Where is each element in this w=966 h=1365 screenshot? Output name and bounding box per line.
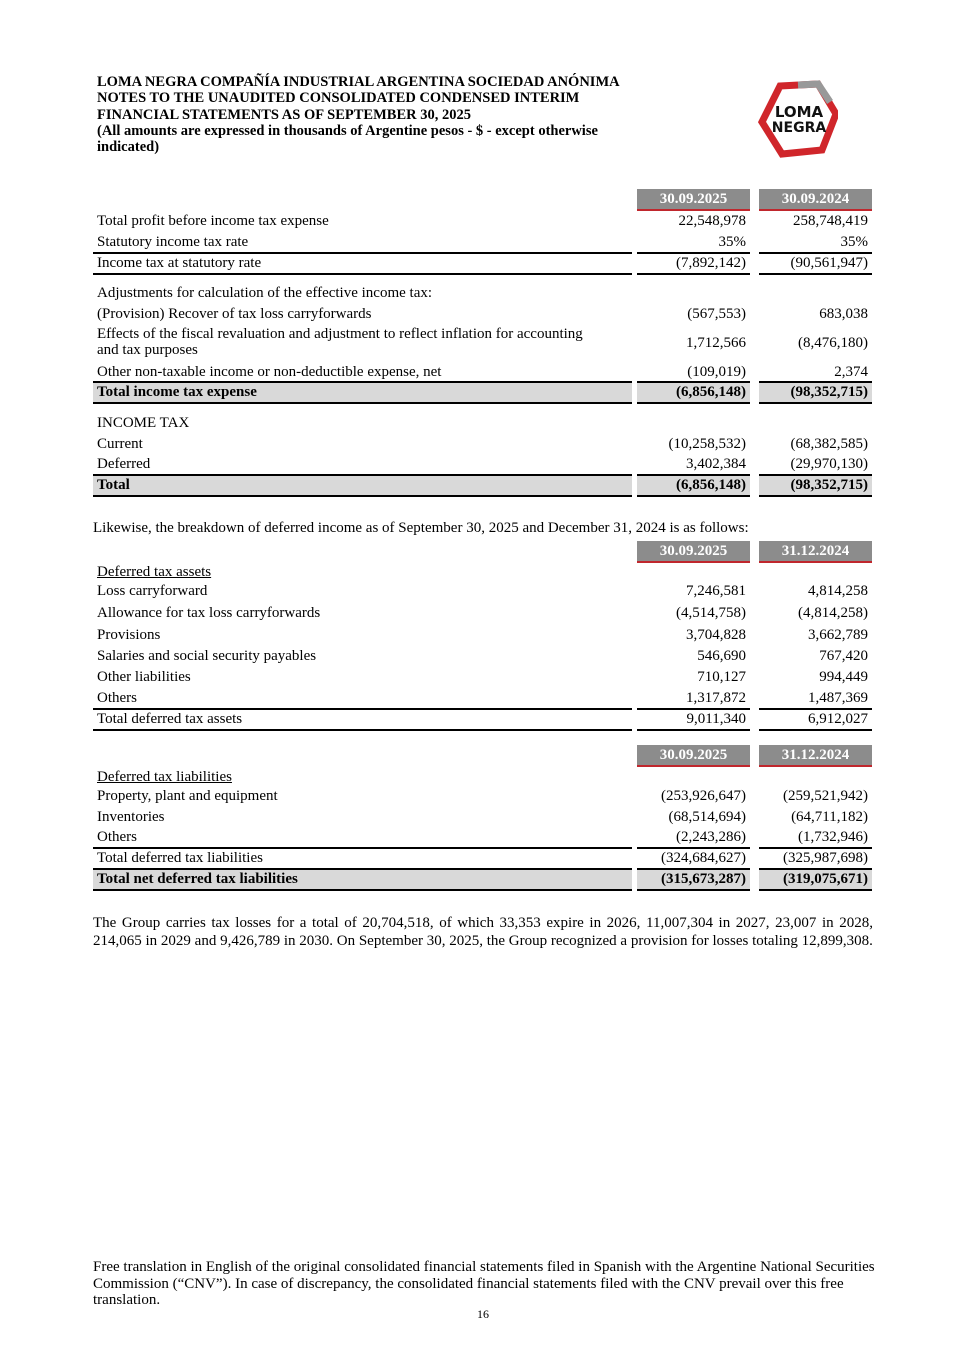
row-label: Property, plant and equipment <box>97 788 278 804</box>
value-text: 3,402,384 <box>686 456 746 472</box>
table-row <box>93 434 873 454</box>
row-value-prior <box>759 211 872 231</box>
row-value-current <box>637 827 750 847</box>
row-label: Total <box>97 477 130 493</box>
row-value-prior <box>759 848 872 868</box>
table-row <box>93 454 873 474</box>
table-row <box>93 827 873 847</box>
row-value-current <box>637 581 750 601</box>
row-label: Allowance for tax loss carryforwards <box>97 605 321 621</box>
value-text: (8,476,180) <box>798 335 868 351</box>
svg-text:NEGRA: NEGRA <box>771 120 827 136</box>
document-header <box>97 74 717 155</box>
rule-line <box>637 868 750 870</box>
row-value-current <box>637 413 750 433</box>
svg-text:LOMA: LOMA <box>774 103 824 121</box>
row-value-prior <box>759 362 872 382</box>
rule-line <box>637 273 750 275</box>
row-label: Total income tax expense <box>97 384 257 400</box>
row-value-current <box>637 869 750 889</box>
row-value-prior <box>759 283 872 303</box>
value-text: (7,892,142) <box>676 255 746 271</box>
row-label: Total profit before income tax expense <box>97 213 329 229</box>
row-value-current <box>637 667 750 687</box>
row-value-current <box>637 253 750 273</box>
header-line: LOMA NEGRA COMPAÑÍA INDUSTRIAL ARGENTINA SOCIEDAD ANÓNIMA <box>97 74 620 90</box>
row-label: Statutory income tax rate <box>97 234 249 250</box>
value-text: (68,514,694) <box>668 809 746 825</box>
table-row <box>93 211 873 231</box>
value-text <box>746 769 750 785</box>
row-value-prior <box>759 333 872 353</box>
row-value-prior <box>759 786 872 806</box>
rule-line <box>759 252 872 254</box>
row-value-prior <box>759 709 872 729</box>
value-text: (10,258,532) <box>668 436 746 452</box>
rule-line <box>637 847 750 849</box>
value-text: 683,038 <box>819 306 868 322</box>
row-value-current <box>637 807 750 827</box>
row-label: Deferred tax liabilities <box>97 769 232 785</box>
rule-line <box>759 495 872 497</box>
value-text: (319,075,671) <box>783 871 868 887</box>
row-label: Provisions <box>97 627 161 643</box>
header-line: (All amounts are expressed in thousands of Argentine pesos - $ - except otherwise <box>97 122 598 139</box>
value-text: 3,662,789 <box>808 627 868 643</box>
table-row <box>93 232 873 252</box>
value-text: 994,449 <box>819 669 868 685</box>
value-text: (325,987,698) <box>783 850 868 866</box>
rule-line <box>93 847 632 849</box>
row-value-prior <box>759 413 872 433</box>
value-text: (98,352,715) <box>790 384 868 400</box>
table-row <box>93 807 873 827</box>
value-text: 258,748,419 <box>793 213 868 229</box>
rule-line <box>93 474 632 476</box>
row-value-prior <box>759 562 872 582</box>
value-text: (68,382,585) <box>790 436 868 452</box>
row-value-current <box>637 333 750 353</box>
row-value-prior <box>759 667 872 687</box>
value-text: 4,814,258 <box>808 583 868 599</box>
rule-line <box>93 402 632 404</box>
rule-line <box>637 381 750 383</box>
value-text: 1,317,872 <box>686 690 746 706</box>
value-text: 35% <box>840 234 868 250</box>
row-label: Salaries and social security payables <box>97 648 317 664</box>
table-row <box>93 413 873 433</box>
row-value-prior <box>759 475 872 495</box>
rule-line <box>93 889 632 891</box>
row-label-line: and tax purposes <box>97 342 198 358</box>
row-value-current <box>637 475 750 495</box>
table-row <box>93 709 873 729</box>
table-row <box>93 304 873 324</box>
rule-line <box>759 381 872 383</box>
row-value-prior <box>759 646 872 666</box>
row-label: Loss carryforward <box>97 583 208 599</box>
column-header: 31.12.2024 <box>759 745 872 767</box>
value-text: 9,011,340 <box>686 711 746 727</box>
value-text: 546,690 <box>697 648 746 664</box>
value-text: 1,712,566 <box>686 335 746 351</box>
table-row <box>93 603 873 623</box>
value-text: (6,856,148) <box>676 384 746 400</box>
value-text: (109,019) <box>687 364 746 380</box>
value-text: (29,970,130) <box>790 456 868 472</box>
table-row <box>93 869 873 889</box>
loma-negra-logo <box>758 80 838 158</box>
header-line: NOTES TO THE UNAUDITED CONSOLIDATED CONDENSED INTERIM <box>97 90 580 107</box>
rule-line <box>637 729 750 731</box>
table-row <box>93 625 873 645</box>
table-row <box>93 767 873 787</box>
value-text: 3,704,828 <box>686 627 746 643</box>
value-text <box>868 769 872 785</box>
rule-line <box>93 729 632 731</box>
row-value-current <box>637 767 750 787</box>
rule-line <box>637 708 750 710</box>
row-value-current <box>637 382 750 402</box>
row-value-prior <box>759 869 872 889</box>
row-value-current <box>637 434 750 454</box>
row-value-prior <box>759 625 872 645</box>
table-row <box>93 382 873 402</box>
column-header: 30.09.2025 <box>637 745 750 767</box>
rule-line <box>637 252 750 254</box>
value-text: (315,673,287) <box>661 871 746 887</box>
table-row <box>93 667 873 687</box>
rule-line <box>93 708 632 710</box>
column-header: 30.09.2025 <box>637 541 750 563</box>
row-value-prior <box>759 253 872 273</box>
value-text: (4,514,758) <box>676 605 746 621</box>
table-row <box>93 362 873 382</box>
column-header: 30.09.2024 <box>759 189 872 211</box>
rule-line <box>759 847 872 849</box>
row-value-current <box>637 786 750 806</box>
row-label: Deferred tax assets <box>97 564 212 580</box>
rule-line <box>637 495 750 497</box>
row-value-current <box>637 211 750 231</box>
value-text: (98,352,715) <box>790 477 868 493</box>
header-line: indicated) <box>97 139 160 156</box>
row-label: INCOME TAX <box>97 415 190 431</box>
row-label: Other non-taxable income or non-deductible expense, net <box>97 364 442 380</box>
value-text <box>868 285 872 301</box>
row-value-current <box>637 362 750 382</box>
rule-line <box>759 889 872 891</box>
value-text <box>868 564 872 580</box>
value-text: 7,246,581 <box>686 583 746 599</box>
value-text <box>746 285 750 301</box>
value-text: (1,732,946) <box>798 829 868 845</box>
rule-line <box>93 252 632 254</box>
row-label: Income tax at statutory rate <box>97 255 262 271</box>
intro-text: Likewise, the breakdown of deferred income as of September 30, 2025 and December 31, 2024 is as follows: <box>93 520 749 536</box>
row-label: Total deferred tax assets <box>97 711 243 727</box>
rule-line <box>637 889 750 891</box>
table-row <box>93 646 873 666</box>
table-row <box>93 253 873 273</box>
row-value-prior <box>759 827 872 847</box>
rule-line <box>759 868 872 870</box>
value-text: 1,487,369 <box>808 690 868 706</box>
row-value-prior <box>759 304 872 324</box>
rule-line <box>637 474 750 476</box>
value-text <box>868 415 872 431</box>
row-value-prior <box>759 807 872 827</box>
table-row <box>93 848 873 868</box>
row-label: Adjustments for calculation of the effective income tax: <box>97 285 433 301</box>
table-row <box>93 283 873 303</box>
rule-line <box>637 402 750 404</box>
row-value-current <box>637 562 750 582</box>
value-text: 22,548,978 <box>678 213 746 229</box>
value-text: 6,912,027 <box>808 711 868 727</box>
row-value-current <box>637 848 750 868</box>
row-value-current <box>637 232 750 252</box>
rule-line <box>93 868 632 870</box>
row-value-current <box>637 283 750 303</box>
row-value-current <box>637 709 750 729</box>
value-text: (567,553) <box>687 306 746 322</box>
value-text: 35% <box>718 234 746 250</box>
header-line: FINANCIAL STATEMENTS AS OF SEPTEMBER 30, 2025 <box>97 106 471 123</box>
value-text: (253,926,647) <box>661 788 746 804</box>
row-label: Total deferred tax liabilities <box>97 850 263 866</box>
value-text: 767,420 <box>819 648 868 664</box>
column-header: 31.12.2024 <box>759 541 872 563</box>
row-value-prior <box>759 767 872 787</box>
value-text <box>746 564 750 580</box>
row-label: Current <box>97 436 143 452</box>
row-value-current <box>637 625 750 645</box>
row-value-current <box>637 646 750 666</box>
table-row <box>93 475 873 495</box>
value-text: (324,684,627) <box>661 850 746 866</box>
value-text: (259,521,942) <box>783 788 868 804</box>
value-text: 2,374 <box>834 364 868 380</box>
value-text: (90,561,947) <box>790 255 868 271</box>
rule-line <box>759 729 872 731</box>
row-value-prior <box>759 232 872 252</box>
row-value-current <box>637 688 750 708</box>
rule-line <box>93 381 632 383</box>
row-value-prior <box>759 688 872 708</box>
footer-disclaimer: Free translation in English of the original consolidated financial statements filed in Spanish with the Argentine National Securities Commission (“CNV”). In case of discrepancy, the consolidated financial statements filed with the CNV prevail over this free translation. <box>93 1259 875 1308</box>
table-row <box>93 786 873 806</box>
value-text: (64,711,182) <box>791 809 868 825</box>
rule-line <box>759 273 872 275</box>
row-value-prior <box>759 434 872 454</box>
row-value-prior <box>759 382 872 402</box>
row-value-prior <box>759 603 872 623</box>
rule-line <box>759 708 872 710</box>
row-label: Total net deferred tax liabilities <box>97 871 298 887</box>
rule-line <box>93 273 632 275</box>
row-label: Other liabilities <box>97 669 191 685</box>
row-value-current <box>637 454 750 474</box>
table-row <box>93 327 873 359</box>
rule-line <box>759 474 872 476</box>
tax-losses-paragraph: The Group carries tax losses for a total of 20,704,518, of which 33,353 expire in 2026, 11,007,304 in 2027, 23,007 in 2028, 214,065 in 2029 and 9,426,789 in 2030. On September 30, 2025, the Group recognized a provision for losses totaling 12,899,308. <box>93 915 873 949</box>
row-value-prior <box>759 581 872 601</box>
row-value-current <box>637 304 750 324</box>
row-label: Inventories <box>97 809 165 825</box>
value-text: 710,127 <box>697 669 746 685</box>
row-label <box>97 326 583 358</box>
rule-line <box>93 495 632 497</box>
value-text: (4,814,258) <box>798 605 868 621</box>
row-value-current <box>637 603 750 623</box>
value-text <box>746 415 750 431</box>
row-label-line: Effects of the fiscal revaluation and adjustment to reflect inflation for accounting <box>97 326 583 342</box>
row-label: Others <box>97 690 137 706</box>
column-header: 30.09.2025 <box>637 189 750 211</box>
row-label: Deferred <box>97 456 151 472</box>
row-value-prior <box>759 454 872 474</box>
row-shading <box>93 475 632 495</box>
value-text: (6,856,148) <box>676 477 746 493</box>
row-label: Others <box>97 829 137 845</box>
table-row <box>93 581 873 601</box>
table-row <box>93 562 873 582</box>
rule-line <box>759 402 872 404</box>
page-number: 16 <box>477 1307 489 1321</box>
value-text: (2,243,286) <box>676 829 746 845</box>
table-row <box>93 688 873 708</box>
row-label: (Provision) Recover of tax loss carryforwards <box>97 306 372 322</box>
